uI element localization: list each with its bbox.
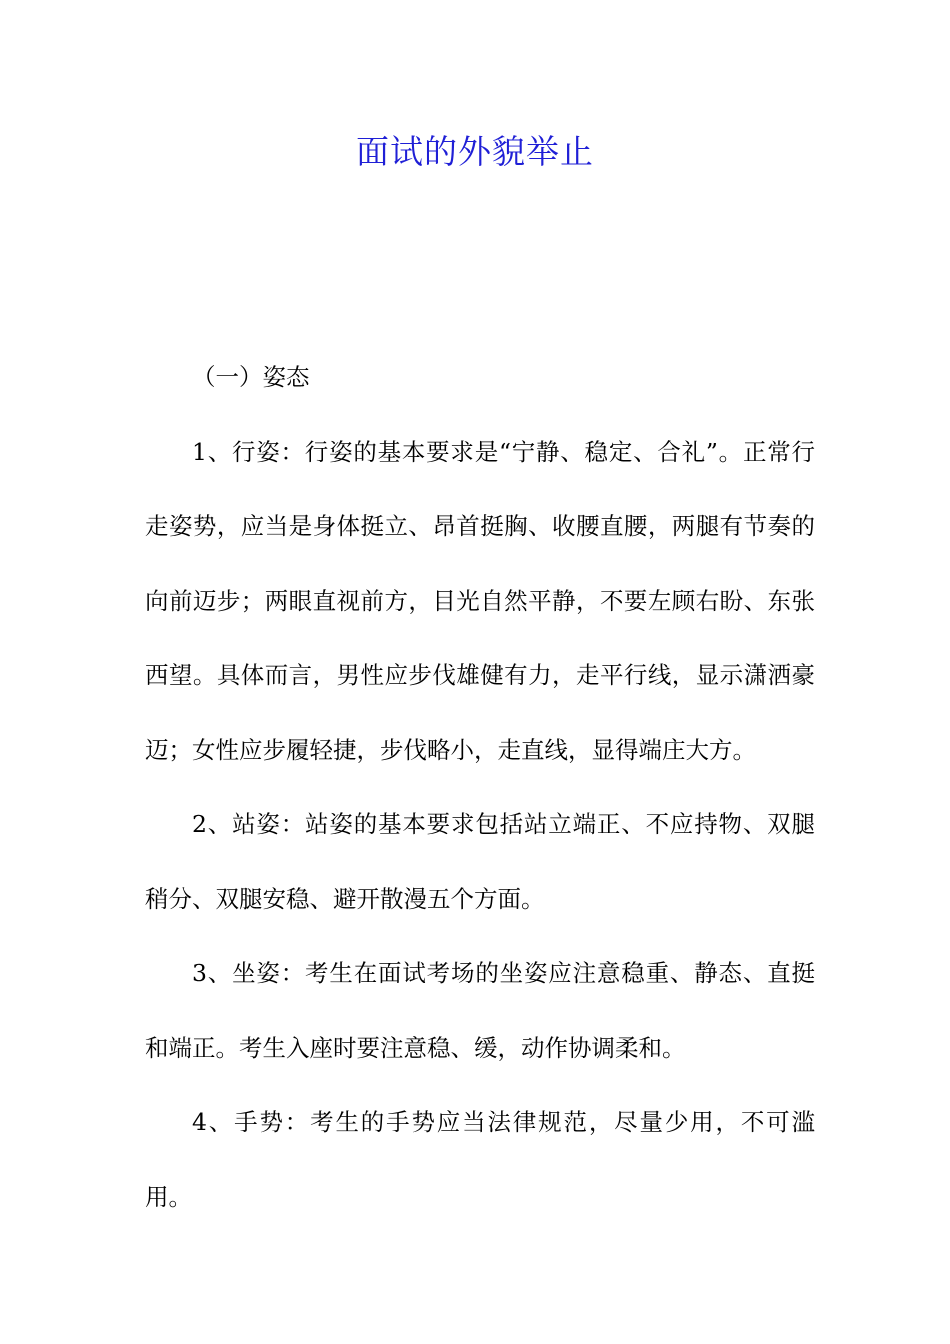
paragraph-standing-posture: 2、站姿：站姿的基本要求包括站立端正、不应持物、双腿稍分、双腿安稳、避开散漫五个方面。 bbox=[145, 810, 815, 913]
paragraph-gestures: 4、手势：考生的手势应当法律规范，尽量少用，不可滥用。 bbox=[145, 1108, 815, 1211]
document-body bbox=[145, 340, 815, 1234]
paragraph-sitting-posture: 3、坐姿：考生在面试考场的坐姿应注意稳重、静态、直挺和端正。考生入座时要注意稳、缓，动作协调柔和。 bbox=[145, 959, 815, 1062]
document-title: 面试的外貌举止 bbox=[356, 132, 594, 171]
paragraph-walking-posture: 1、行姿：行姿的基本要求是“宁静、稳定、合礼”。正常行走姿势，应当是身体挺立、昂首挺胸、收腰直腰，两腿有节奏的向前迈步；两眼直视前方，目光自然平静，不要左顾右盼、东张西望。具体而言，男性应步伐雄健有力，走平行线，显示潇洒豪迈；女性应步履轻捷，步伐略小，走直线，显得端庄大方。 bbox=[145, 437, 815, 764]
section-heading: （一）姿态 bbox=[192, 363, 310, 391]
